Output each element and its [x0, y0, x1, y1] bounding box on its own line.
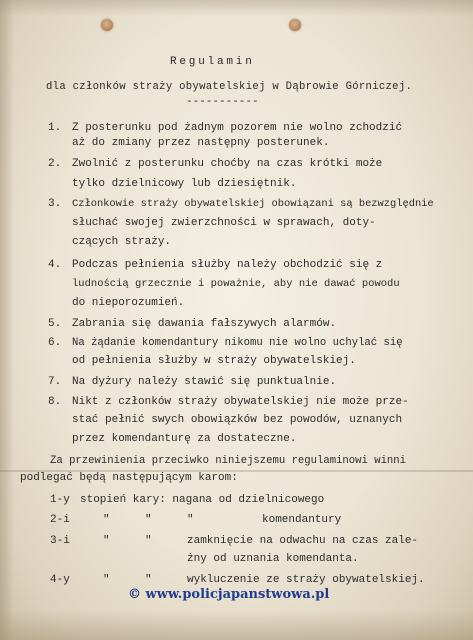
item-line: Nikt z członków straży obywatelskiej nie może prze- [72, 396, 409, 408]
ditto-mark: " [145, 574, 152, 586]
item-line: do nieporozumień. [72, 297, 185, 309]
penalty-degree: 4-y [50, 574, 70, 586]
item-line: słuchać swojej zwierzchności w sprawach, doty- [72, 217, 376, 229]
item-number: 1. [48, 122, 62, 134]
penalties-intro-line: podlegać będą następującym karom: [20, 472, 238, 484]
item-number: 8. [48, 396, 62, 408]
ditto-mark: " [145, 514, 152, 526]
item-line: ludnością grzecznie i poważnie, aby nie dawać powodu [72, 278, 400, 290]
ditto-mark: " [145, 535, 152, 547]
ditto-mark: " [103, 514, 110, 526]
penalty-text: zamknięcie na odwachu na czas zale- [187, 535, 419, 547]
item-line: aż do zmiany przez następny posterunek. [72, 137, 330, 149]
item-line: stać pełnić swych obowiązków bez powodów, uznanych [72, 414, 403, 426]
item-number: 4. [48, 259, 62, 271]
item-line: czących straży. [72, 236, 172, 248]
item-number: 7. [48, 376, 62, 388]
paper-edge-stain [0, 610, 473, 640]
separator-line: ----------- [186, 96, 259, 108]
penalty-degree: 1-y [50, 494, 70, 506]
penalty-text: komendantury [262, 514, 342, 526]
punch-hole [289, 19, 301, 31]
penalties-intro-line: Za przewinienia przeciwko niniejszemu regulaminowi winni [50, 455, 407, 467]
document-title: Regulamin [170, 56, 255, 68]
item-line: tylko dzielnicowy lub dziesiętnik. [72, 178, 297, 190]
item-line: Zabrania się dawania fałszywych alarmów. [72, 318, 337, 330]
item-line: Na żądanie komendantury nikomu nie wolno uchylać się [72, 337, 403, 349]
item-number: 6. [48, 337, 62, 349]
penalty-degree: 3-i [50, 535, 70, 547]
penalty-text: żny od uznania komendanta. [187, 553, 359, 565]
item-number: 5. [48, 318, 62, 330]
website-watermark: © www.policjapanstwowa.pl [128, 587, 330, 602]
item-number: 2. [48, 158, 62, 170]
penalty-text: wykluczenie ze straży obywatelskiej. [187, 574, 425, 586]
paper-edge-stain [0, 0, 14, 640]
item-line: Zwolnić z posterunku choćby na czas krótki może [72, 158, 383, 170]
item-number: 3. [48, 198, 62, 210]
penalty-text: stopień kary: nagana od dzielnicowego [80, 494, 325, 506]
item-line: Na dyżury należy stawić się punktualnie. [72, 376, 337, 388]
penalty-degree: 2-i [50, 514, 70, 526]
ditto-mark: " [103, 574, 110, 586]
ditto-mark: " [103, 535, 110, 547]
item-line: Z posterunku pod żadnym pozorem nie wolno zchodzić [72, 122, 403, 134]
punch-hole [101, 19, 113, 31]
item-line: Podczas pełnienia służby należy obchodzić się z [72, 259, 383, 271]
ditto-mark: " [187, 514, 194, 526]
item-line: Członkowie straży obywatelskiej obowiązani są bezwzględnie [72, 198, 434, 210]
item-line: od pełnienia służby w straży obywatelskiej. [72, 355, 356, 367]
paper-edge-stain [0, 0, 473, 16]
document-subtitle: dla członków straży obywatelskiej w Dąbrowie Górniczej. [46, 81, 413, 93]
item-line: przez komendanturę za dostateczne. [72, 433, 297, 445]
